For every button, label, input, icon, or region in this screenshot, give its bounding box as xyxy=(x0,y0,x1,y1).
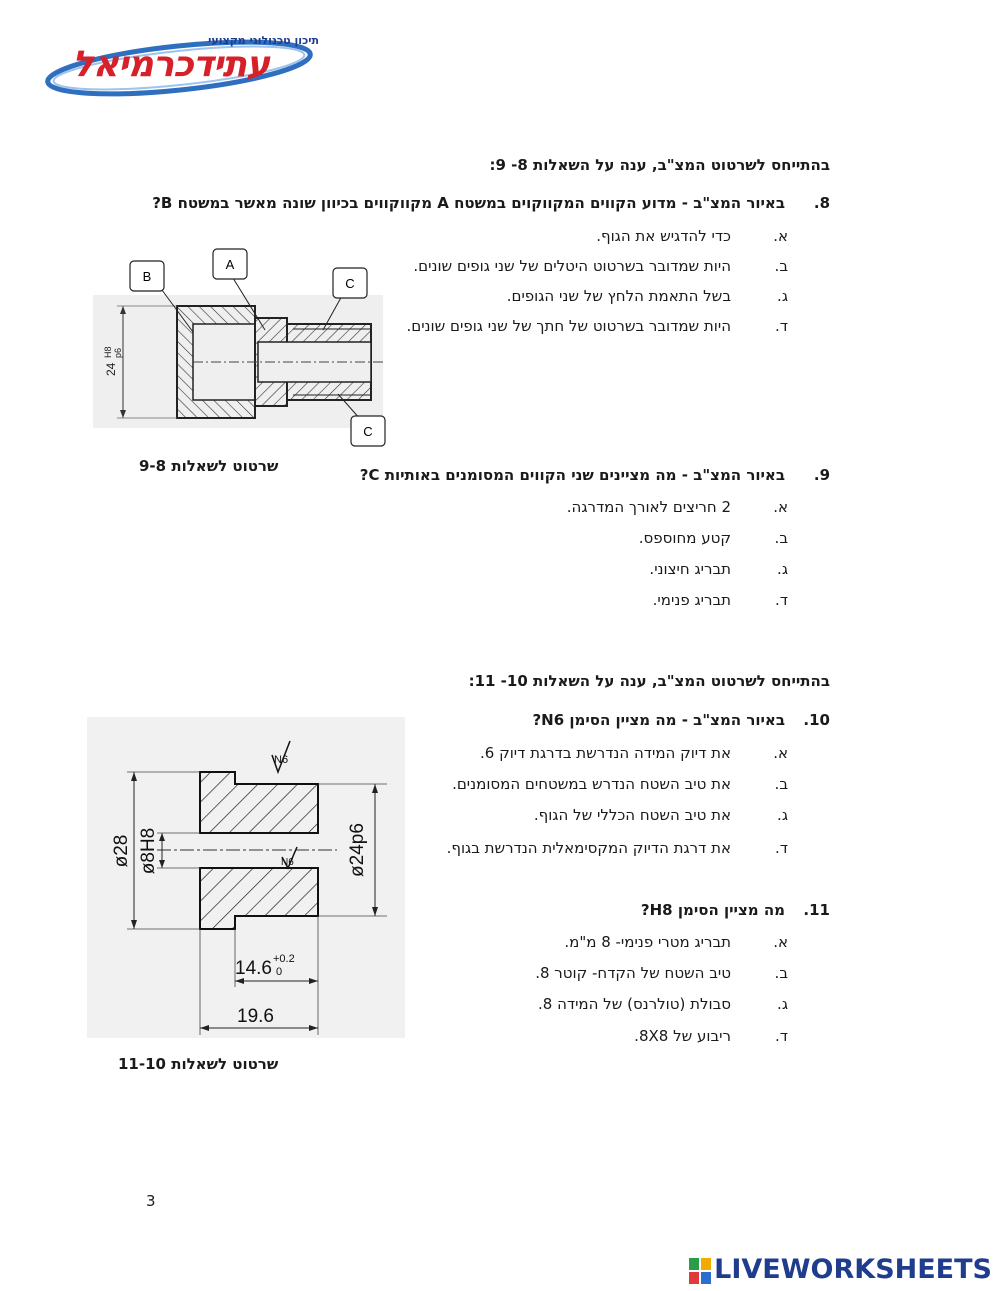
q11-option-b[interactable] xyxy=(535,964,788,982)
drawing-questions-10-11 xyxy=(87,717,405,1038)
drawing1-dimension-top: H8 xyxy=(103,346,113,358)
q8-option-c[interactable] xyxy=(507,287,788,305)
q9-option-c[interactable] xyxy=(649,560,788,578)
dim-bore-diameter: ø8H8 xyxy=(138,827,159,875)
q11-option-a-letter: א. xyxy=(773,933,788,951)
q11-option-d[interactable] xyxy=(634,1027,788,1045)
drawing-questions-8-9 xyxy=(93,246,393,451)
q9-option-b-text: קטע מחוספס. xyxy=(638,529,731,547)
q9-option-d[interactable] xyxy=(653,591,788,609)
drawing1-dimension-main: 24 xyxy=(104,362,118,376)
q11-option-a-text: תבריג מטרי פנימי- 8 מ"מ. xyxy=(564,933,731,951)
q10-option-d-letter: ד. xyxy=(775,839,788,857)
q10-option-c[interactable] xyxy=(534,806,788,824)
drawing2-caption: שרטוט לשאלות 11-10 xyxy=(118,1055,279,1073)
dim-length-short: 14.6 xyxy=(235,958,272,979)
q8-option-c-letter: ג. xyxy=(777,287,788,305)
question-10-number: 10. xyxy=(803,711,830,729)
drawing1-caption: שרטוט לשאלות 9-8 xyxy=(139,457,279,475)
dim-tol-lower: 0 xyxy=(276,966,283,978)
question-10 xyxy=(130,711,830,733)
section1-heading: בהתייחס לשרטוט המצ"ב, ענה על השאלות 8- 9: xyxy=(489,156,830,174)
q11-option-b-letter: ב. xyxy=(774,964,788,982)
q10-option-d-text: את דרגת הדיוק המקסימאלית הנדרשת בגוף. xyxy=(446,839,731,857)
q8-option-d[interactable] xyxy=(406,317,788,335)
q9-option-c-text: תבריג חיצוני. xyxy=(649,560,731,578)
q8-option-d-letter: ד. xyxy=(775,317,788,335)
callout-a: A xyxy=(225,257,235,272)
q11-option-d-text: ריבוע של 8X8. xyxy=(634,1027,731,1045)
dim-length-total: 19.6 xyxy=(237,1006,274,1027)
page-number: 3 xyxy=(146,1192,156,1210)
q9-option-a-letter: א. xyxy=(773,498,788,516)
q9-option-b[interactable] xyxy=(639,529,788,547)
question-8 xyxy=(130,194,830,216)
q9-option-d-letter: ד. xyxy=(775,591,788,609)
dim-outer-diameter: ø28 xyxy=(111,834,132,868)
q10-option-d[interactable] xyxy=(447,839,788,857)
section-view-drawing-1 xyxy=(93,246,393,451)
question-11 xyxy=(130,901,830,923)
logo-tagline: תיכון טכנולוגי מקצועי xyxy=(208,34,319,47)
q8-option-c-text: בשל התאמת הלחץ של שני הגופים. xyxy=(506,287,731,305)
liveworksheets-text: LIVEWORKSHEETS xyxy=(714,1254,992,1285)
callout-c-top: C xyxy=(345,276,355,291)
question-9-number: 9. xyxy=(813,466,830,484)
q9-option-d-text: תבריג פנימי. xyxy=(652,591,731,609)
question-9-text: באיור המצ"ב - מה מציינים שני הקווים המסומנים באותיות C? xyxy=(359,466,785,484)
q8-option-d-text: היות שמדובר בשרטוט של חתך של שני גופים שונים. xyxy=(406,317,731,335)
question-10-text: באיור המצ"ב - מה מציין הסימן N6? xyxy=(532,711,785,729)
q10-option-b-letter: ב. xyxy=(774,775,788,793)
surface-mark-bore: N6 xyxy=(281,857,294,868)
q10-option-a[interactable] xyxy=(480,744,788,762)
school-logo xyxy=(44,30,319,100)
logo-name: עתידכרמיאל xyxy=(72,44,270,85)
q10-option-c-letter: ג. xyxy=(777,806,788,824)
surface-mark-top: N6 xyxy=(274,754,289,766)
section-view-drawing-2 xyxy=(87,717,405,1038)
q9-option-a[interactable] xyxy=(567,498,788,516)
q9-option-c-letter: ג. xyxy=(777,560,788,578)
dim-shaft-diameter: ø24p6 xyxy=(347,823,368,877)
liveworksheets-watermark[interactable] xyxy=(689,1254,992,1285)
question-11-number: 11. xyxy=(803,901,830,919)
q11-option-c-letter: ג. xyxy=(777,995,788,1013)
question-11-text: מה מציין הסימן H8? xyxy=(640,901,785,919)
drawing1-dimension-bottom: p6 xyxy=(113,347,123,358)
q11-option-c[interactable] xyxy=(538,995,788,1013)
q8-option-a-text: כדי להדגיש את הגוף. xyxy=(596,227,731,245)
q8-option-b-letter: ב. xyxy=(774,257,788,275)
q8-option-a-letter: א. xyxy=(773,227,788,245)
q11-option-d-letter: ד. xyxy=(775,1027,788,1045)
question-8-number: 8. xyxy=(813,194,830,212)
question-9 xyxy=(130,466,830,488)
q10-option-a-text: את דיוק המידה הנדרשת בדרגת דיוק 6. xyxy=(479,744,731,762)
callout-c-bottom: C xyxy=(363,424,373,439)
q10-option-b-text: את טיב השטח הנדרש במשטחים המסומנים. xyxy=(452,775,731,793)
dim-tol-upper: +0.2 xyxy=(273,953,295,965)
q8-option-a[interactable] xyxy=(596,227,788,245)
q8-option-b[interactable] xyxy=(413,257,788,275)
liveworksheets-logo-icon xyxy=(689,1258,711,1284)
q9-option-a-text: 2 חריצים לאורך המדרגה. xyxy=(566,498,731,516)
q10-option-c-text: את טיב השטח הכללי של הגוף. xyxy=(533,806,731,824)
q11-option-b-text: טיב השטח של הקדח- קוטר 8. xyxy=(535,964,731,982)
q8-option-b-text: היות שמדובר בשרטוט היטלים של שני גופים שונים. xyxy=(413,257,731,275)
q9-option-b-letter: ב. xyxy=(774,529,788,547)
q10-option-b[interactable] xyxy=(452,775,788,793)
q11-option-c-text: סבולת (טולרנס) של המידה 8. xyxy=(537,995,731,1013)
q10-option-a-letter: א. xyxy=(773,744,788,762)
section2-heading: בהתייחס לשרטוט המצ"ב, ענה על השאלות 10- 11: xyxy=(468,672,830,690)
question-8-text: באיור המצ"ב - מדוע הקווים המקווקוים במשטח A מקווקווים בכיוון שונה מאשר במשטח B? xyxy=(152,194,785,212)
callout-b: B xyxy=(142,269,152,284)
q11-option-a[interactable] xyxy=(564,933,788,951)
